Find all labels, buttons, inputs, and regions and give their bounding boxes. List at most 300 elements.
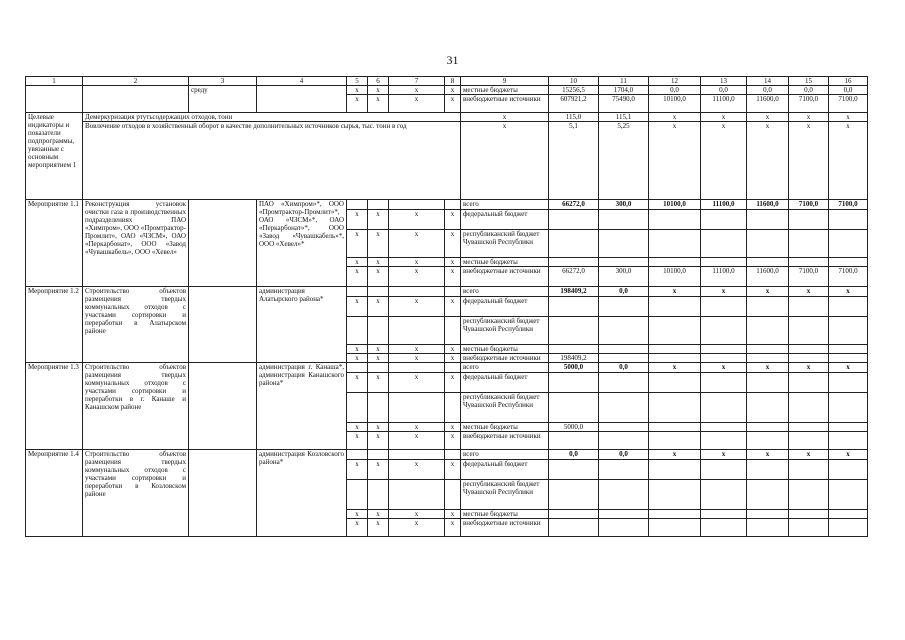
x-mark: x (368, 345, 389, 354)
value-cell (829, 510, 868, 519)
column-number: 6 (368, 77, 389, 86)
value-cell (829, 354, 868, 363)
value-cell: 0,0 (701, 86, 747, 95)
empty-cell (368, 480, 389, 510)
x-mark: x (368, 230, 389, 258)
value-cell (789, 423, 829, 432)
x-mark: x (389, 460, 445, 480)
value-cell (701, 423, 747, 432)
measure-name: Строительство объектов размещения твердых коммунальных отходов с участками сортировки и переработки в Алатырском районе (83, 287, 189, 363)
value-cell: 0,0 (789, 86, 829, 95)
value-cell: 5000,0 (549, 363, 599, 373)
indicators-label: Целевые индикаторы и показатели подпрограммы, увязанные с основным мероприятием 1 (26, 113, 83, 200)
funding-source: республиканский бюджет Чувашской Республики (461, 230, 549, 258)
empty-cell (389, 317, 445, 345)
funding-source: внебюджетные источники (461, 432, 549, 450)
x-mark: x (389, 230, 445, 258)
value-cell (649, 354, 701, 363)
program-table (25, 76, 868, 537)
value-cell (549, 230, 599, 258)
value-cell (599, 460, 649, 480)
empty-cell (389, 363, 445, 373)
value-cell: x (649, 113, 701, 122)
header-row (26, 77, 868, 86)
value-cell (829, 423, 868, 432)
empty-cell (389, 200, 445, 210)
value-cell (649, 373, 701, 393)
x-mark: x (368, 95, 389, 113)
value-cell (549, 345, 599, 354)
value-cell: 0,0 (649, 86, 701, 95)
x-mark: x (389, 373, 445, 393)
x-mark: x (389, 432, 445, 450)
value-cell (747, 480, 789, 510)
value-cell: x (747, 113, 789, 122)
value-cell: 0,0 (829, 86, 868, 95)
value-cell (747, 258, 789, 267)
x-mark: x (368, 423, 389, 432)
funding-source: федеральный бюджет (461, 297, 549, 317)
x-mark: x (461, 113, 549, 122)
column-number: 7 (389, 77, 445, 86)
value-cell (829, 480, 868, 510)
value-cell: 75490,0 (599, 95, 649, 113)
x-mark: x (389, 86, 445, 95)
value-cell (649, 432, 701, 450)
x-mark: x (368, 519, 389, 537)
value-cell (747, 432, 789, 450)
value-cell (599, 230, 649, 258)
x-mark: x (347, 230, 368, 258)
empty-cell (445, 393, 461, 423)
x-mark: x (347, 267, 368, 287)
value-cell (549, 460, 599, 480)
empty-cell (389, 393, 445, 423)
measure-executor: администрация г. Канаша*, администрация Канашского района* (257, 363, 347, 450)
value-cell (789, 393, 829, 423)
value-cell (549, 297, 599, 317)
x-mark: x (347, 460, 368, 480)
empty-cell (368, 287, 389, 297)
funding-source: внебюджетные источники (461, 95, 549, 113)
value-cell: x (829, 113, 868, 122)
measure-row (26, 450, 868, 460)
value-cell (649, 297, 701, 317)
value-cell (789, 432, 829, 450)
empty-cell (445, 450, 461, 460)
value-cell: x (789, 363, 829, 373)
value-cell: 7100,0 (789, 95, 829, 113)
empty-cell (347, 393, 368, 423)
value-cell: 7100,0 (829, 95, 868, 113)
value-cell (747, 354, 789, 363)
value-cell (599, 480, 649, 510)
value-cell: 15256,5 (549, 86, 599, 95)
value-cell (701, 510, 747, 519)
x-mark: x (368, 432, 389, 450)
value-cell (649, 345, 701, 354)
funding-source: всего (461, 200, 549, 210)
value-cell: 300,0 (599, 200, 649, 210)
value-cell: 7100,0 (789, 200, 829, 210)
x-mark: x (445, 423, 461, 432)
column-number: 1 (26, 77, 83, 86)
column-number: 14 (747, 77, 789, 86)
x-mark: x (368, 258, 389, 267)
value-cell: x (649, 122, 701, 200)
value-cell: 5,25 (599, 122, 649, 200)
value-cell (747, 460, 789, 480)
value-cell (747, 373, 789, 393)
value-cell (829, 460, 868, 480)
value-cell: x (701, 122, 747, 200)
column-number: 11 (599, 77, 649, 86)
value-cell (789, 258, 829, 267)
value-cell (549, 258, 599, 267)
x-mark: x (368, 297, 389, 317)
measure-name: Строительство объектов размещения твердых коммунальных отходов с участками сортировки и переработки в г. Канаше и Канашском районе (83, 363, 189, 450)
x-mark: x (389, 210, 445, 230)
value-cell: 198409,2 (549, 287, 599, 297)
x-mark: x (445, 258, 461, 267)
value-cell (649, 393, 701, 423)
x-mark: x (445, 95, 461, 113)
value-cell: 5,1 (549, 122, 599, 200)
funding-source: местные бюджеты (461, 258, 549, 267)
value-cell (549, 393, 599, 423)
x-mark: x (368, 267, 389, 287)
value-cell: 0,0 (599, 450, 649, 460)
value-cell (789, 510, 829, 519)
column-number: 15 (789, 77, 829, 86)
empty-cell (389, 480, 445, 510)
value-cell (701, 393, 747, 423)
value-cell: 11600,0 (747, 267, 789, 287)
value-cell: 10100,0 (649, 267, 701, 287)
x-mark: x (445, 373, 461, 393)
value-cell (701, 317, 747, 345)
value-cell (747, 317, 789, 345)
value-cell: 10100,0 (649, 95, 701, 113)
value-cell (599, 210, 649, 230)
value-cell (599, 317, 649, 345)
value-cell: x (747, 363, 789, 373)
value-cell: x (747, 450, 789, 460)
value-cell (747, 519, 789, 537)
value-cell (549, 480, 599, 510)
value-cell (789, 519, 829, 537)
x-mark: x (347, 345, 368, 354)
empty-cell (368, 450, 389, 460)
x-mark: x (347, 297, 368, 317)
value-cell (789, 317, 829, 345)
value-cell: 115,1 (599, 113, 649, 122)
value-cell (829, 317, 868, 345)
value-cell: 11100,0 (701, 267, 747, 287)
value-cell (599, 423, 649, 432)
value-cell (599, 432, 649, 450)
value-cell: 0,0 (599, 363, 649, 373)
measure-name: Реконструкция установок очистки газа в производственных подразделениях ПАО «Химпром», ООО «Промтрактор-Промлит», ОАО «ЧЗСМ», ОАО «Перкарбонат», ООО «Завод «Чувашкабель», ООО «Хевел» (83, 200, 189, 287)
value-cell (549, 510, 599, 519)
value-cell (549, 519, 599, 537)
empty-cell (347, 363, 368, 373)
x-mark: x (389, 258, 445, 267)
x-mark: x (347, 373, 368, 393)
value-cell: 66272,0 (549, 267, 599, 287)
value-cell (701, 345, 747, 354)
table-body (26, 77, 868, 537)
column-number: 9 (461, 77, 549, 86)
column-number: 5 (347, 77, 368, 86)
value-cell (649, 210, 701, 230)
value-cell: 0,0 (599, 287, 649, 297)
funding-source: федеральный бюджет (461, 210, 549, 230)
value-cell: 1704,0 (599, 86, 649, 95)
measure-id: Мероприятие 1.1 (26, 200, 83, 287)
value-cell: 11100,0 (701, 95, 747, 113)
x-mark: x (347, 432, 368, 450)
value-cell: x (829, 363, 868, 373)
value-cell: x (701, 287, 747, 297)
funding-source: внебюджетные источники (461, 519, 549, 537)
x-mark: x (389, 345, 445, 354)
empty-cell (347, 200, 368, 210)
column-number: 4 (257, 77, 347, 86)
x-mark: x (389, 354, 445, 363)
value-cell (599, 510, 649, 519)
measure-executor: администрация Козловского района* (257, 450, 347, 537)
empty-cell (368, 393, 389, 423)
empty-cell (189, 200, 257, 287)
empty-cell (347, 450, 368, 460)
value-cell (701, 297, 747, 317)
value-cell (789, 373, 829, 393)
empty-cell (445, 363, 461, 373)
value-cell: x (701, 363, 747, 373)
x-mark: x (347, 210, 368, 230)
measure-row (26, 363, 868, 373)
value-cell (649, 510, 701, 519)
value-cell: x (789, 287, 829, 297)
x-mark: x (347, 95, 368, 113)
value-cell (549, 210, 599, 230)
value-cell: x (829, 450, 868, 460)
value-cell (649, 519, 701, 537)
value-cell (789, 480, 829, 510)
value-cell: x (789, 122, 829, 200)
empty-cell (445, 200, 461, 210)
value-cell: 11600,0 (747, 95, 789, 113)
x-mark: x (445, 432, 461, 450)
x-mark: x (461, 122, 549, 200)
value-cell: x (747, 287, 789, 297)
funding-source: республиканский бюджет Чувашской Республики (461, 393, 549, 423)
measure-id: Мероприятие 1.4 (26, 450, 83, 537)
value-cell (649, 480, 701, 510)
empty-cell (445, 287, 461, 297)
value-cell: x (701, 450, 747, 460)
empty-cell (347, 317, 368, 345)
value-cell: 0,0 (549, 450, 599, 460)
indicator-row (26, 122, 868, 200)
value-cell (747, 423, 789, 432)
empty-cell (189, 363, 257, 450)
indicator-text: Вовлечение отходов в хозяйственный оборот в качестве дополнительных источников сырья, тыс. тонн в год (83, 122, 461, 200)
indicator-row (26, 113, 868, 122)
x-mark: x (389, 267, 445, 287)
value-cell: 7100,0 (829, 267, 868, 287)
x-mark: x (445, 267, 461, 287)
value-cell (649, 460, 701, 480)
value-cell: x (701, 113, 747, 122)
x-mark: x (445, 460, 461, 480)
value-cell (789, 354, 829, 363)
value-cell (599, 373, 649, 393)
value-cell (829, 297, 868, 317)
value-cell: 5000,0 (549, 423, 599, 432)
value-cell (789, 210, 829, 230)
value-cell: 300,0 (599, 267, 649, 287)
funding-source: местные бюджеты (461, 423, 549, 432)
x-mark: x (368, 510, 389, 519)
value-cell: 7100,0 (829, 200, 868, 210)
column-number: 8 (445, 77, 461, 86)
value-cell: x (649, 450, 701, 460)
table-row (26, 86, 868, 95)
value-cell (701, 258, 747, 267)
value-cell: x (789, 450, 829, 460)
page-number: 31 (446, 53, 459, 67)
column-number: 12 (649, 77, 701, 86)
value-cell (789, 345, 829, 354)
empty-cell (368, 363, 389, 373)
value-cell (701, 373, 747, 393)
funding-source: всего (461, 363, 549, 373)
value-cell (829, 393, 868, 423)
funding-source: местные бюджеты (461, 345, 549, 354)
funding-source: местные бюджеты (461, 86, 549, 95)
value-cell (649, 258, 701, 267)
x-mark: x (347, 354, 368, 363)
value-cell: x (789, 113, 829, 122)
empty-cell (445, 480, 461, 510)
value-cell: x (829, 287, 868, 297)
value-cell: 0,0 (747, 86, 789, 95)
value-cell (649, 423, 701, 432)
value-cell (649, 230, 701, 258)
value-cell (701, 354, 747, 363)
value-cell: 607921,2 (549, 95, 599, 113)
value-cell (829, 258, 868, 267)
x-mark: x (445, 510, 461, 519)
x-mark: x (445, 345, 461, 354)
value-cell (701, 210, 747, 230)
empty-cell (368, 200, 389, 210)
value-cell (549, 432, 599, 450)
x-mark: x (368, 86, 389, 95)
value-cell (701, 230, 747, 258)
x-mark: x (347, 510, 368, 519)
x-mark: x (445, 86, 461, 95)
value-cell: 11100,0 (701, 200, 747, 210)
value-cell: x (747, 122, 789, 200)
value-cell (701, 432, 747, 450)
empty-cell (445, 317, 461, 345)
funding-source: всего (461, 450, 549, 460)
measure-id: Мероприятие 1.2 (26, 287, 83, 363)
x-mark: x (347, 258, 368, 267)
x-mark: x (368, 460, 389, 480)
value-cell: 115,0 (549, 113, 599, 122)
value-cell (789, 297, 829, 317)
value-cell (829, 519, 868, 537)
value-cell: 198409,2 (549, 354, 599, 363)
funding-source: всего (461, 287, 549, 297)
column-number: 2 (83, 77, 189, 86)
empty-cell (83, 86, 189, 113)
value-cell (549, 373, 599, 393)
value-cell: x (649, 287, 701, 297)
empty-cell (257, 86, 347, 113)
value-cell (599, 258, 649, 267)
funding-source: местные бюджеты (461, 510, 549, 519)
value-cell (829, 345, 868, 354)
empty-cell (389, 450, 445, 460)
value-cell (747, 345, 789, 354)
column-number: 16 (829, 77, 868, 86)
funding-source: федеральный бюджет (461, 373, 549, 393)
x-mark: x (347, 86, 368, 95)
indicator-text: Демеркуризация ртутьсодержащих отходов, тонн (83, 113, 461, 122)
value-cell (701, 480, 747, 510)
x-mark: x (347, 519, 368, 537)
funding-source: внебюджетные источники (461, 267, 549, 287)
value-cell (599, 297, 649, 317)
empty-cell (189, 287, 257, 363)
column-number: 13 (701, 77, 747, 86)
value-cell (789, 230, 829, 258)
value-cell: 66272,0 (549, 200, 599, 210)
funding-source: республиканский бюджет Чувашской Республики (461, 317, 549, 345)
value-cell (599, 345, 649, 354)
value-cell (747, 393, 789, 423)
funding-source: федеральный бюджет (461, 460, 549, 480)
value-cell (747, 297, 789, 317)
value-cell: 7100,0 (789, 267, 829, 287)
continued-text: среду (189, 86, 257, 113)
value-cell (701, 460, 747, 480)
value-cell: x (649, 363, 701, 373)
measure-name: Строительство объектов размещения твердых коммунальных отходов с участками сортировки и переработки в Козловском районе (83, 450, 189, 537)
column-number: 10 (549, 77, 599, 86)
x-mark: x (389, 510, 445, 519)
value-cell (829, 373, 868, 393)
measure-executor: ПАО «Химпром»*, ООО «Промтрактор-Промлит»*, ОАО «ЧЗСМ»*, ОАО «Перкарбонат»*, ООО «Завод «Чувашкабель»*, ООО «Хевел»* (257, 200, 347, 287)
x-mark: x (445, 297, 461, 317)
x-mark: x (389, 423, 445, 432)
value-cell: 11600,0 (747, 200, 789, 210)
x-mark: x (445, 354, 461, 363)
x-mark: x (445, 230, 461, 258)
empty-cell (347, 287, 368, 297)
value-cell (549, 317, 599, 345)
x-mark: x (368, 373, 389, 393)
value-cell (747, 210, 789, 230)
value-cell (829, 432, 868, 450)
value-cell (599, 393, 649, 423)
measure-row (26, 200, 868, 210)
